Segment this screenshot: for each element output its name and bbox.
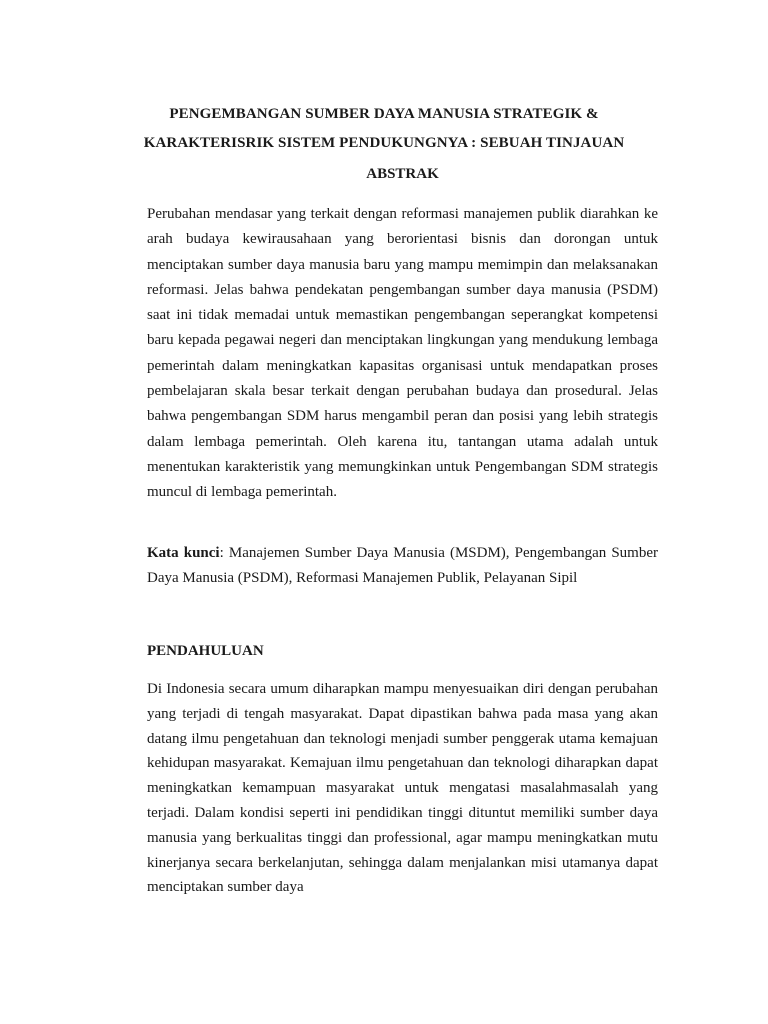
paper-title-line-1: PENGEMBANGAN SUMBER DAYA MANUSIA STRATEGIK & xyxy=(169,106,599,122)
keywords-paragraph xyxy=(147,541,658,591)
paper-title xyxy=(120,100,648,158)
introduction-paragraph: Di Indonesia secara umum diharapkan mampu menyesuaikan diri dengan perubahan yang terjadi di tengah masyarakat. Dapat dipastikan bahwa pada masa yang akan datang ilmu pengetahuan dan teknologi menjadi sumber penggerak utama kemajuan kehidupan masyarakat. Kemajuan ilmu pengetahuan dan teknologi diharapkan dapat meningkatkan kemampuan masyarakat untuk mengatasi masalahmasalah yang terjadi. Dalam kondisi seperti ini pendidikan tinggi dituntut memiliki sumber daya manusia yang berkualitas tinggi dan professional, agar mampu meningkatkan mutu kinerjanya secara berkelanjutan, sehingga dalam menjalankan misi utamanya dapat menciptakan sumber daya xyxy=(147,681,658,896)
keywords-label: Kata kunci xyxy=(147,545,220,561)
abstract-heading: ABSTRAK xyxy=(366,166,439,182)
introduction-heading: PENDAHULUAN xyxy=(147,643,264,659)
abstract-paragraph: Perubahan mendasar yang terkait dengan reformasi manajemen publik diarahkan ke arah budaya kewirausahaan yang berorientasi bisnis dan dorongan untuk menciptakan sumber daya manusia baru yang mampu memimpin dan melaksanakan reformasi. Jelas bahwa pendekatan pengembangan sumber daya manusia (PSDM) saat ini tidak memadai untuk memastikan pengembangan seperangkat kompetensi baru kepada pegawai negeri dan menciptakan lingkungan yang mendukung lembaga pemerintah dalam meningkatkan kapasitas organisasi untuk mendapatkan proses pembelajaran skala besar terkait dengan perubahan budaya dan prosedural. Jelas bahwa pengembangan SDM harus mengambil peran dan posisi yang lebih strategis dalam lembaga pemerintah. Oleh karena itu, tantangan utama adalah untuk menentukan karakteristik yang memungkinkan untuk Pengembangan SDM strategis muncul di lembaga pemerintah. xyxy=(147,206,658,501)
keywords-text: : Manajemen Sumber Daya Manusia (MSDM), Pengembangan Sumber Daya Manusia (PSDM), Reformasi Manajemen Publik, Pelayanan Sipil xyxy=(147,545,659,586)
paper-title-line-2: KARAKTERISRIK SISTEM PENDUKUNGNYA : SEBUAH TINJAUAN xyxy=(143,135,625,151)
